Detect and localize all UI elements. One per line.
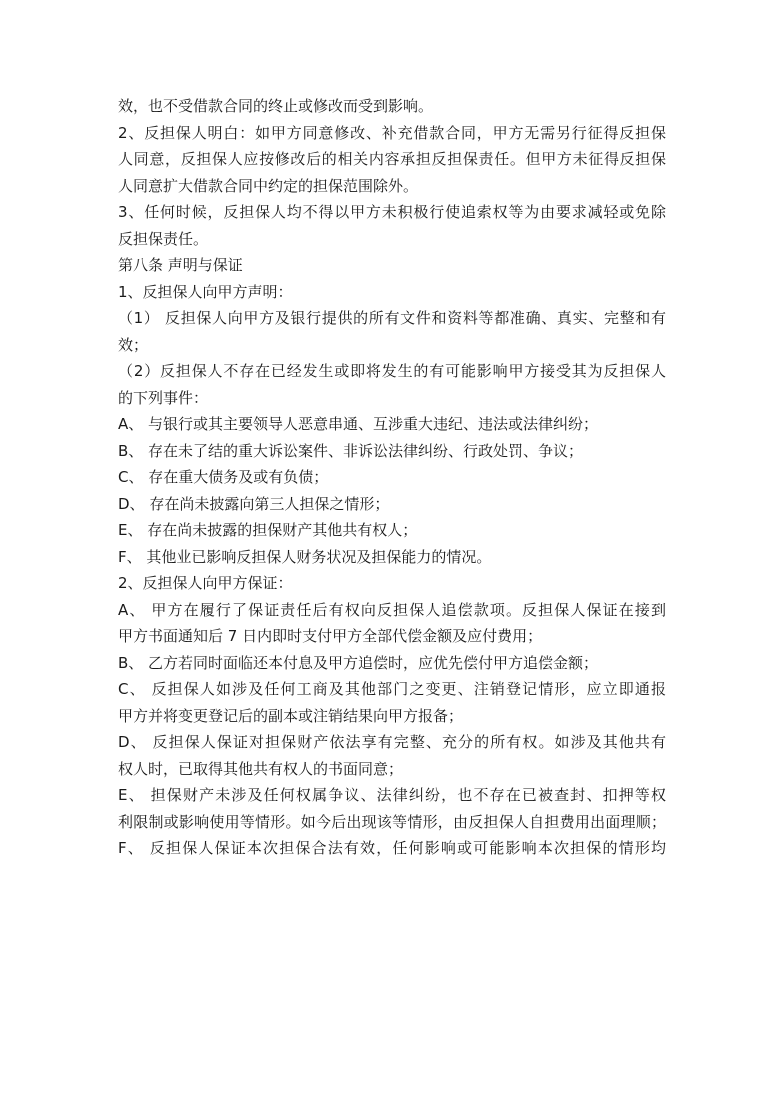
list-item: F、 其他业已影响反担保人财务状况及担保能力的情况。 <box>118 547 492 566</box>
list-item: E、 担保财产未涉及任何权属争议、法律纠纷，也不存在已被查封、扣押等权 <box>118 786 666 804</box>
text-line: 2、反担保人明白：如甲方同意修改、补充借款合同，甲方无需另行征得反担保 <box>118 123 666 142</box>
list-item: B、 存在未了结的重大诉讼案件、非诉讼法律纠纷、行政处罚、争议； <box>118 441 584 460</box>
text-line: 人同意扩大借款合同中约定的担保范围除外。 <box>118 176 419 195</box>
list-item: E、 存在尚未披露的担保财产其他共有权人； <box>118 521 418 539</box>
list-item: A、 与银行或其主要领导人恶意串通、互涉重大违纪、违法或法律纠纷； <box>118 415 599 433</box>
text-line: 甲方书面通知后 7 日内即时支付甲方全部代偿金额及应付费用； <box>118 627 543 645</box>
text-line: 3、任何时候，反担保人均不得以甲方未积极行使追索权等为由要求减轻或免除 <box>118 203 666 221</box>
list-item: D、 反担保人保证对担保财产依法享有完整、充分的所有权。如涉及其他共有 <box>118 733 666 751</box>
text-line: 人同意，反担保人应按修改后的相关内容承担反担保责任。但甲方未征得反担保 <box>118 150 666 168</box>
list-item: F、 反担保人保证本次担保合法有效，任何影响或可能影响本次担保的情形均 <box>118 839 666 857</box>
text-line: 的下列事件： <box>118 388 209 407</box>
list-item: C、 存在重大债务及或有负债； <box>118 468 329 486</box>
text-line: （2）反担保人不存在已经发生或即将发生的有可能影响甲方接受其为反担保人 <box>118 362 666 380</box>
list-item: B、 乙方若同时面临还本付息及甲方追偿时，应优先偿付甲方追偿金额； <box>118 653 599 672</box>
list-item: C、 反担保人如涉及任何工商及其他部门之变更、注销登记情形，应立即通报 <box>118 680 666 698</box>
text-line: 反担保责任。 <box>118 229 209 248</box>
document-body <box>118 93 666 862</box>
section-heading: 第八条 声明与保证 <box>118 256 243 274</box>
list-item: A、 甲方在履行了保证责任后有权向反担保人追偿款项。反担保人保证在接到 <box>118 600 666 619</box>
text-line: （1） 反担保人向甲方及银行提供的所有文件和资料等都准确、真实、完整和有 <box>118 309 666 327</box>
text-line: 权人时，已取得其他共有权人的书面同意； <box>118 759 404 778</box>
text-line: 效； <box>118 335 149 354</box>
text-line: 1、反担保人向甲方声明： <box>118 282 293 301</box>
text-line: 2、反担保人向甲方保证： <box>118 574 293 592</box>
list-item: D、 存在尚未披露向第三人担保之情形； <box>118 494 390 513</box>
text-line: 甲方并将变更登记后的副本或注销结果向甲方报备； <box>118 706 464 725</box>
text-line: 效，也不受借款合同的终止或修改而受到影响。 <box>118 97 434 115</box>
text-line: 利限制或影响使用等情形。如今后出现该等情形，由反担保人自担费用出面理顺； <box>118 812 666 831</box>
